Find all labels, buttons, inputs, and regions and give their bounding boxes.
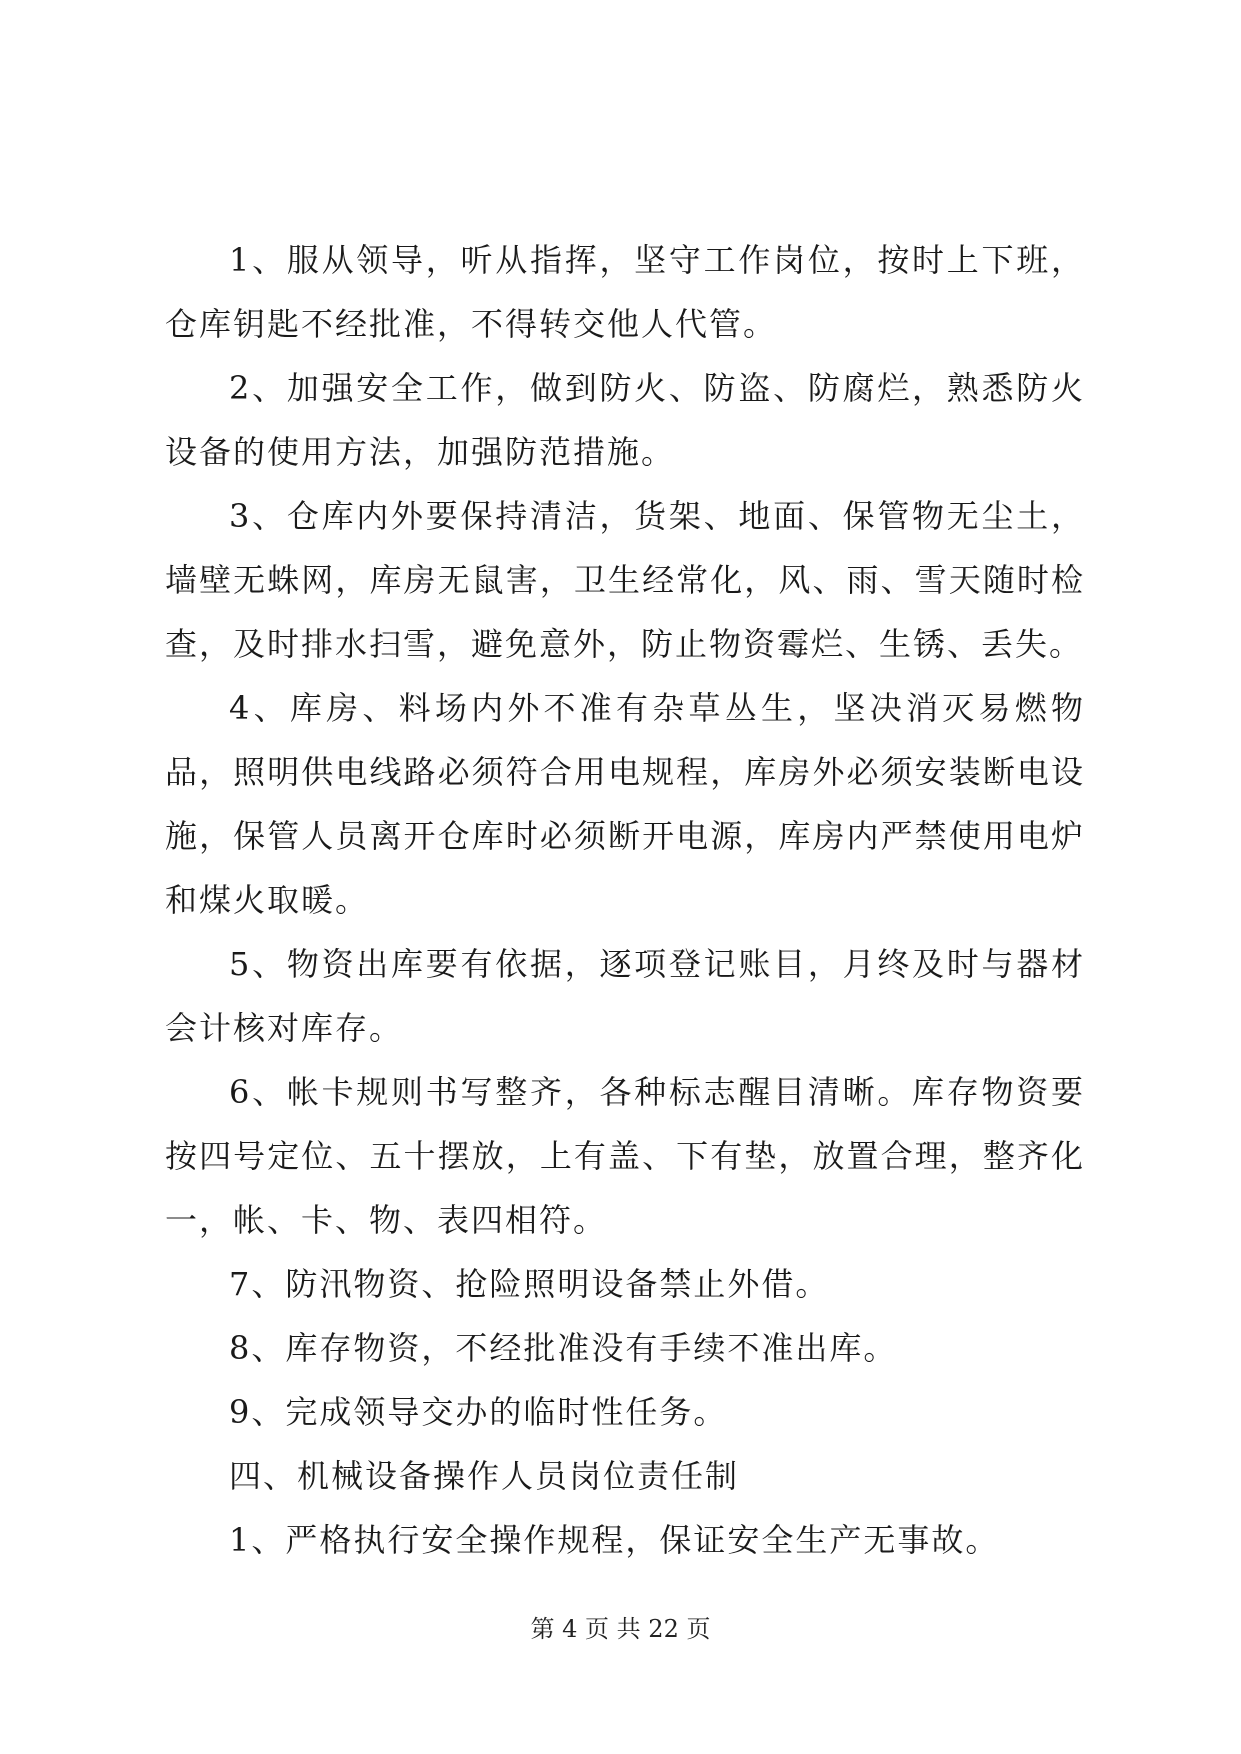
- paragraph-9: 9、完成领导交办的临时性任务。: [229, 1393, 728, 1431]
- paragraph-3: 3、仓库内外要保持清洁，货架、地面、保管物无尘土，墙壁无蛛网，库房无鼠害，卫生经常化，风、雨、雪天随时检查，及时排水扫雪，避免意外，防止物资霉烂、生锈、丢失。: [165, 497, 1085, 663]
- section-heading: 四、机械设备操作人员岗位责任制: [229, 1457, 740, 1495]
- paragraph-7: 7、防汛物资、抢险照明设备禁止外借。: [229, 1265, 830, 1303]
- page-number-label: 第 4 页 共 22 页: [530, 1615, 711, 1643]
- paragraph-2: 2、加强安全工作，做到防火、防盗、防腐烂，熟悉防火设备的使用方法，加强防范措施。: [165, 369, 1085, 471]
- paragraph-4: 4、库房、料场内外不准有杂草丛生，坚决消灭易燃物品，照明供电线路必须符合用电规程，库房外必须安装断电设施，保管人员离开仓库时必须断开电源，库房内严禁使用电炉和煤火取暖。: [165, 689, 1085, 919]
- paragraph-8: 8、库存物资，不经批准没有手续不准出库。: [229, 1329, 898, 1367]
- page-footer: [0, 1614, 1241, 1644]
- paragraph-6: 6、帐卡规则书写整齐，各种标志醒目清晰。库存物资要按四号定位、五十摆放，上有盖、下有垫，放置合理，整齐化一，帐、卡、物、表四相符。: [165, 1073, 1085, 1239]
- paragraph-5: 5、物资出库要有依据，逐项登记账目，月终及时与器材会计核对库存。: [165, 945, 1085, 1047]
- document-body: [165, 228, 1085, 1572]
- paragraph-1: 1、服从领导，听从指挥，坚守工作岗位，按时上下班，仓库钥匙不经批准，不得转交他人代管。: [165, 241, 1085, 343]
- paragraph-10: 1、严格执行安全操作规程，保证安全生产无事故。: [229, 1521, 1000, 1559]
